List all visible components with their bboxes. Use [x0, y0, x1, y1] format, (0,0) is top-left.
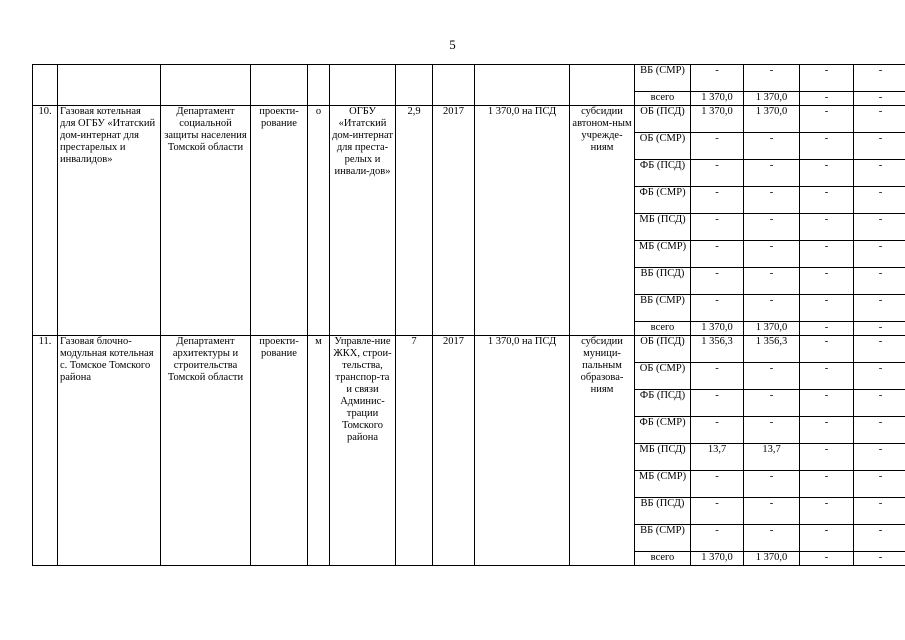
amount-cell: - [800, 295, 854, 322]
amount-cell: - [854, 65, 905, 92]
customer-cell [330, 65, 396, 106]
funding-source-cell: ВБ (ПСД) [635, 498, 691, 525]
amount-cell: 1 370,0 [691, 552, 744, 566]
amount-cell: - [800, 390, 854, 417]
customer: ОГБУ «Итатский дом-интернат для преста-релых и инвали-дов» [330, 106, 396, 336]
table-row [33, 336, 905, 363]
amount-cell: - [691, 268, 744, 295]
funding-source-cell: МБ (СМР) [635, 241, 691, 268]
amount-cell: - [800, 241, 854, 268]
amount-cell: - [854, 268, 905, 295]
funding-source-cell: ФБ (СМР) [635, 417, 691, 444]
funding-table [32, 64, 905, 566]
amount-cell: - [744, 133, 800, 160]
amount-cell: - [691, 417, 744, 444]
funding-source-cell: ОБ (ПСД) [635, 336, 691, 363]
amount-cell: 1 370,0 [691, 106, 744, 133]
funding-source-cell: ФБ (СМР) [635, 187, 691, 214]
amount-cell: - [691, 187, 744, 214]
num-cell [33, 65, 58, 106]
year-cell [433, 65, 475, 106]
funding-source-cell: ОБ (ПСД) [635, 106, 691, 133]
amount-cell: - [800, 525, 854, 552]
amount-cell: - [854, 214, 905, 241]
amount-cell: - [691, 390, 744, 417]
amount-cell: - [854, 92, 905, 106]
amount-cell: 1 370,0 [744, 322, 800, 336]
amount-cell: - [854, 241, 905, 268]
amount-cell: - [744, 390, 800, 417]
amount-cell: - [800, 444, 854, 471]
funding-source-cell: ВБ (СМР) [635, 295, 691, 322]
amount-cell: - [800, 363, 854, 390]
name-cell [58, 65, 161, 106]
funding-source-cell: МБ (ПСД) [635, 214, 691, 241]
funding-source-cell: ФБ (ПСД) [635, 160, 691, 187]
amount-cell: 1 370,0 [744, 92, 800, 106]
amount-cell: - [854, 133, 905, 160]
stage: проекти-рование [251, 106, 308, 336]
amount-cell: - [854, 525, 905, 552]
amount-cell: - [800, 187, 854, 214]
amount-cell: - [854, 336, 905, 363]
amount-cell: 1 370,0 [744, 106, 800, 133]
funding-source-cell: ВБ (ПСД) [635, 268, 691, 295]
stage-cell [251, 65, 308, 106]
amount-cell: - [854, 552, 905, 566]
amount-cell: - [800, 552, 854, 566]
amount-cell: - [744, 471, 800, 498]
amount-cell: - [744, 417, 800, 444]
amount-cell: - [800, 471, 854, 498]
funding-source-cell: всего [635, 552, 691, 566]
amount-cell: - [744, 525, 800, 552]
amount-cell: 1 356,3 [691, 336, 744, 363]
funding-source-cell: всего [635, 322, 691, 336]
cost-cell [475, 65, 570, 106]
funding-form: субсидии автоном-ным учрежде-ниям [570, 106, 635, 336]
form-cell [570, 65, 635, 106]
amount-cell: - [691, 498, 744, 525]
amount-cell: - [854, 471, 905, 498]
estimated-cost: 1 370,0 на ПСД [475, 336, 570, 566]
amount-cell: - [744, 498, 800, 525]
object-name: Газовая блочно-модульная котельная с. Томское Томского района [58, 336, 161, 566]
amount-cell: 1 356,3 [744, 336, 800, 363]
amount-cell: - [800, 160, 854, 187]
department: Департамент социальной защиты населения Томской области [161, 106, 251, 336]
funding-source-cell: ОБ (СМР) [635, 363, 691, 390]
amount-cell: - [691, 214, 744, 241]
year: 2017 [433, 336, 475, 566]
funding-form: субсидии муници-пальным образова-ниям [570, 336, 635, 566]
amount-cell: - [854, 363, 905, 390]
amount-cell: - [744, 187, 800, 214]
amount-cell: - [854, 322, 905, 336]
amount-cell: - [800, 92, 854, 106]
amount-cell: - [744, 65, 800, 92]
amount-cell: - [854, 417, 905, 444]
amount-cell: - [691, 241, 744, 268]
funding-source-cell: ФБ (ПСД) [635, 390, 691, 417]
amount-cell: - [854, 498, 905, 525]
amount-cell: - [854, 106, 905, 133]
amount-cell: 13,7 [744, 444, 800, 471]
capacity-cell [396, 65, 433, 106]
amount-cell: 1 370,0 [691, 322, 744, 336]
stage: проекти-рование [251, 336, 308, 566]
year: 2017 [433, 106, 475, 336]
amount-cell: - [854, 187, 905, 214]
amount-cell: - [800, 322, 854, 336]
amount-cell: - [691, 160, 744, 187]
amount-cell: 1 370,0 [691, 92, 744, 106]
capacity: 7 [396, 336, 433, 566]
ownership-type: м [308, 336, 330, 566]
amount-cell: - [800, 417, 854, 444]
amount-cell: - [744, 241, 800, 268]
amount-cell: 1 370,0 [744, 552, 800, 566]
amount-cell: - [854, 390, 905, 417]
amount-cell: - [854, 444, 905, 471]
amount-cell: 13,7 [691, 444, 744, 471]
funding-source-cell: ВБ (СМР) [635, 65, 691, 92]
page-number: 5 [449, 37, 456, 52]
estimated-cost: 1 370,0 на ПСД [475, 106, 570, 336]
amount-cell: - [744, 295, 800, 322]
table-row [33, 106, 905, 133]
amount-cell: - [691, 295, 744, 322]
object-name: Газовая котельная для ОГБУ «Итатский дом-интернат для престарелых и инвалидов» [58, 106, 161, 336]
amount-cell: - [691, 525, 744, 552]
customer: Управле-ние ЖКХ, строи-тельства, транспор-та и связи Админис-трации Томского района [330, 336, 396, 566]
entry-number: 11. [33, 336, 58, 566]
amount-cell: - [800, 336, 854, 363]
department: Департамент архитектуры и строительства Томской области [161, 336, 251, 566]
amount-cell: - [744, 160, 800, 187]
type-cell [308, 65, 330, 106]
amount-cell: - [800, 65, 854, 92]
amount-cell: - [800, 106, 854, 133]
funding-source-cell: МБ (СМР) [635, 471, 691, 498]
capacity: 2,9 [396, 106, 433, 336]
amount-cell: - [800, 498, 854, 525]
department-cell [161, 65, 251, 106]
funding-source-cell: ОБ (СМР) [635, 133, 691, 160]
entry-number: 10. [33, 106, 58, 336]
amount-cell: - [800, 214, 854, 241]
amount-cell: - [744, 268, 800, 295]
amount-cell: - [691, 65, 744, 92]
amount-cell: - [800, 133, 854, 160]
amount-cell: - [744, 214, 800, 241]
funding-source-cell: МБ (ПСД) [635, 444, 691, 471]
amount-cell: - [800, 268, 854, 295]
ownership-type: о [308, 106, 330, 336]
table-row [33, 65, 905, 92]
funding-source-cell: всего [635, 92, 691, 106]
amount-cell: - [691, 363, 744, 390]
amount-cell: - [691, 133, 744, 160]
amount-cell: - [691, 471, 744, 498]
amount-cell: - [854, 295, 905, 322]
amount-cell: - [854, 160, 905, 187]
amount-cell: - [744, 363, 800, 390]
funding-source-cell: ВБ (СМР) [635, 525, 691, 552]
